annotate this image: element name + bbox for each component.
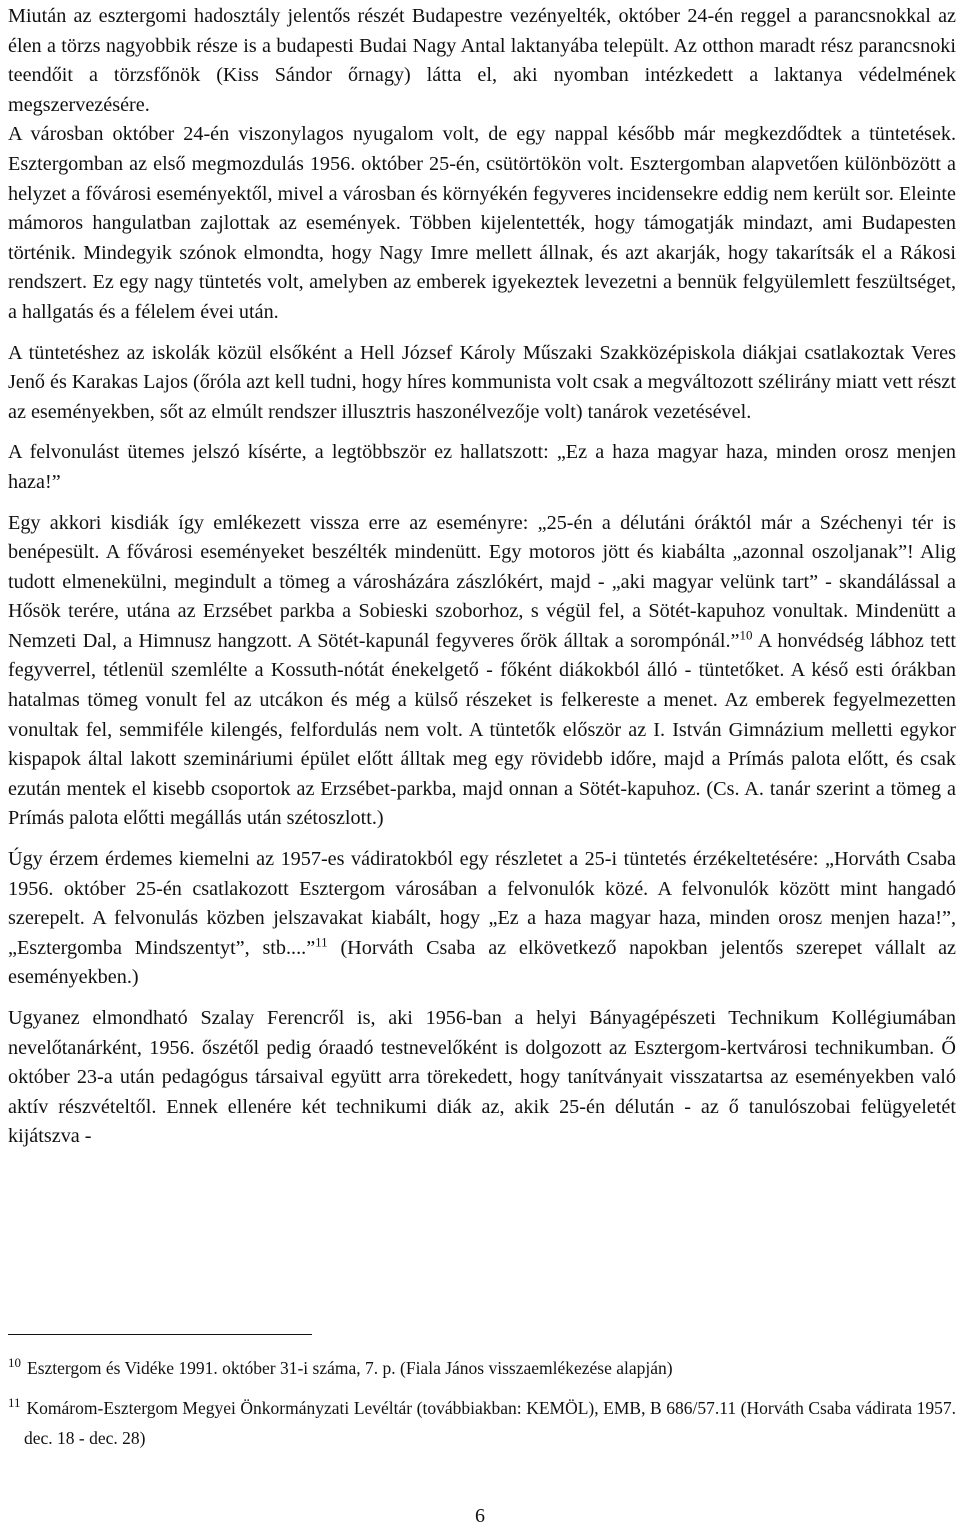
footnote-11 [8,1393,956,1453]
footnote-ref-10: 10 [739,627,753,643]
paragraph-2: A városban október 24-én viszonylagos nyugalom volt, de egy nappal később már megkezdődtek a tüntetések. Esztergomban az első megmozdulás 1956. október 25-én, csütörtökön volt. Esztergomban alapvetően különbözött a helyzet a fővárosi eseményektől, mivel a városban és környékén fegyveres incidensekre eddig nem került sor. Eleinte mámoros hangulatban zajlottak az események. Többen kijelentették, hogy támogatják mindazt, ami Budapesten történik. Mindegyik szónok elmondta, hogy Nagy Imre mellett állnak, és azt akarják, hogy takarítsák el a Rákosi rendszert. Ez egy nagy tüntetés volt, amelyben az emberek igyekeztek levezetni a bennük felgyülemlett feszültséget, a hallgatás és a félelem évei után. [8,123,956,323]
footnote-ref-11: 11 [315,934,328,950]
footnote-text: Esztergom és Vidéke 1991. október 31-i száma, 7. p. (Fiala János visszaemlékezése alapján) [27,1358,673,1378]
page-number: 6 [475,1505,485,1527]
footnote-number: 10 [8,1355,21,1371]
footnote-text: Komárom-Esztergom Megyei Önkormányzati Levéltár (továbbiakban: KEMÖL), EMB, B 686/57.11 (Horváth Csaba vádirata 1957. dec. 18 - dec. 28) [24,1398,956,1448]
footnote-divider [8,1334,312,1335]
paragraph-5-text-b: A honvédség lábhoz tett fegyverrel, tétlenül szemlélte a Kossuth-nótát énekelgető - főként diákokból álló - tüntetőket. A késő esti órákban hatalmas tömeg vonult fel az utcákon és még a külső részeket is felkereste a menet. Az emberek fegyelmezetten vonultak fel, semmiféle kilengés, felfordulás nem volt. A tüntetők először az I. István Gimnázium melletti egykor kispapok által lakott szemináriumi épület előtt álltak meg egy rövidebb időre, majd a Prímás palota előtt, és csak ezután mentek el kisebb csoportok az Erzsébet-parkba, majd onnan a Sötét-kapuhoz. (Cs. A. tanár szerint a tömeg a Prímás palota előtti megállás után szétoszlott.) [8,629,956,830]
footnote-number: 11 [8,1395,21,1411]
paragraph-5-text-a: Egy akkori kisdiák így emlékezett vissza erre az eseményre: „25-én a délutáni óráktól már a Széchenyi tér is benépesült. A fővárosi eseményeket beszélték mindenütt. Egy motoros jött és kiabálta „azonnal oszoljanak”! Alig tudott elmenekülni, megindult a tömeg a városházára zászlókért, majd - „aki magyar velünk tart” - skandálással a Hősök terére, utána az Erzsébet parkba a Sobieski szoborhoz, s végül fel, a Sötét-kapuhoz vonultak. Mindenütt a Nemzeti Dal, a Himnusz hangzott. A Sötét-kapunál fegyveres őrök álltak a sorompónál.” [8,511,956,652]
document-page [8,2,956,1163]
paragraph-5 [8,509,956,835]
paragraph-6-text-a: Úgy érzem érdemes kiemelni az 1957-es vádiratokból egy részletet a 25-i tüntetés érzékeltetésére: „Horváth Csaba 1956. október 25-én csatlakozott Esztergom városában a felvonulók közé. A felvonulók között mint hangadó szerepelt. A felvonulás közben jelszavakat kiabált, hogy „Ez a haza magyar haza, minden orosz menjen haza!”, „Esztergomba Mindszentyt”, stb....” [8,848,956,959]
footnotes [8,1353,956,1463]
footnote-10 [8,1353,956,1383]
paragraph-7: Ugyanez elmondható Szalay Ferencről is, aki 1956-ban a helyi Bányagépészeti Technikum Kollégiumában nevelőtanárként, 1956. őszétől pedig óraadó testnevelőként is dolgozott az Esztergom-kertvárosi technikumban. Ő október 23-a után pedagógus társaival együtt arra törekedett, hogy tanítványait visszatartsa az eseményekben való aktív részvételtől. Ennek ellenére két technikumi diák az, akik 25-én délután - az ő tanulószobai felügyeletét kijátszva - [8,1007,956,1148]
paragraph-6-text-b: (Horváth Csaba az elkövetkező napokban jelentős szerepet vállalt az eseményekben.) [8,936,956,989]
paragraph-6 [8,845,956,993]
paragraph-4: A felvonulást ütemes jelszó kísérte, a legtöbbször ez hallatszott: „Ez a haza magyar haza, minden orosz menjen haza!” [8,441,956,493]
paragraph-3: A tüntetéshez az iskolák közül elsőként a Hell József Károly Műszaki Szakközépiskola diákjai csatlakoztak Veres Jenő és Karakas Lajos (őróla azt kell tudni, hogy híres kommunista volt csak a megváltozott szélirány miatt vett részt az eseményekben, sőt az elmúlt rendszer illusztris haszonélvezője volt) tanárok vezetésével. [8,341,956,423]
paragraph-1: Miután az esztergomi hadosztály jelentős részét Budapestre vezényelték, október 24-én reggel a parancsnokkal az élen a törzs nagyobbik része is a budapesti Budai Nagy Antal laktanyába települt. Az otthon maradt rész parancsnoki teendőit a törzsfőnök (Kiss Sándor őrnagy) látta el, aki nyomban intézkedett a laktanya védelmének megszervezésére. [8,5,956,116]
